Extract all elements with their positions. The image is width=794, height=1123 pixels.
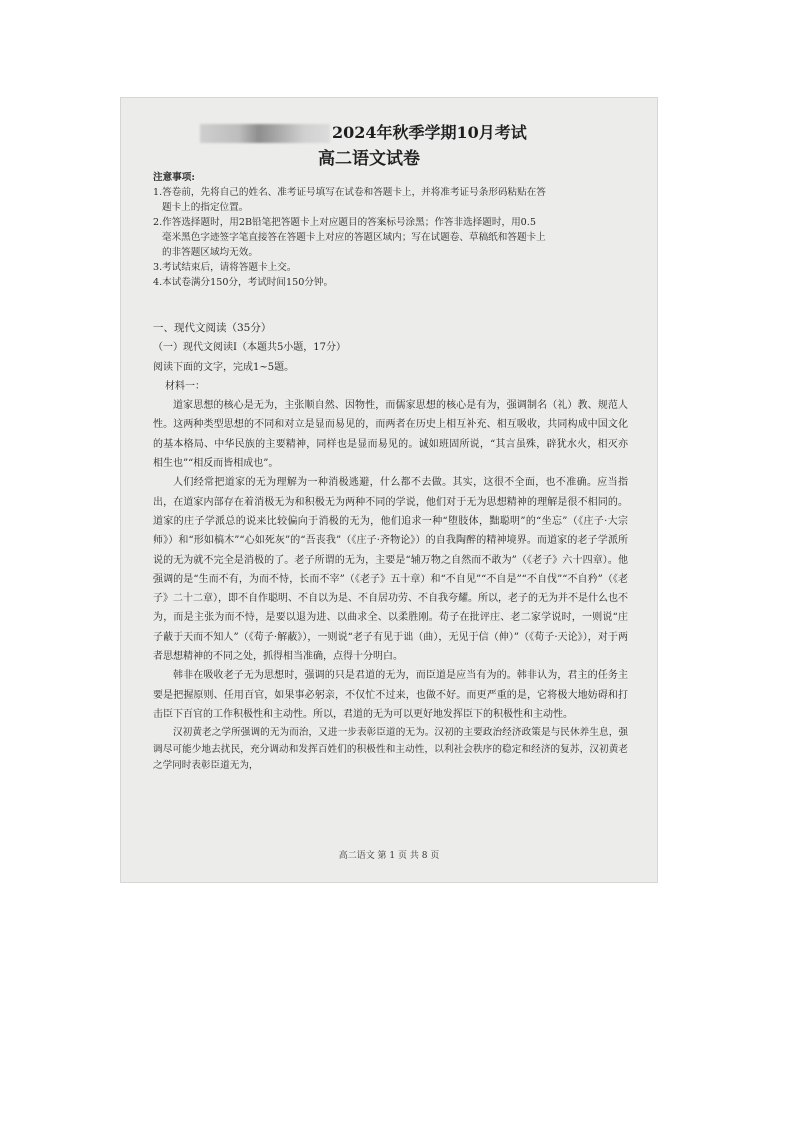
paragraph-2: 人们经常把道家的无为理解为一种消极逃避，什么都不去做。其实，这很不全面，也不准确。应当指出，在道家内部存在着消极无为和积极无为两种不同的学说，他们对于无为思想精神的理解是很不相同的。道家的庄子学派总的说来比较偏向于消极的无为，他们追求一种“堕肢体，黜聪明”的“坐忘”（《庄子·大宗师》）和“形如槁木”“心如死灰”的“吾丧我”（《庄子·齐物论》）的自我陶醉的精神境界。而道家的老子学派所说的无为就不完全是消极的了。老子所谓的无为，主要是“辅万物之自然而不敢为”（《老子》六十四章）。他强调的是“生而不有，为而不恃，长而不宰”（《老子》五十章）和“不自见”“不自是”“不自伐”“不自矜”（《老子》二十二章），即不自作聪明、不自以为是、不自居功劳、不自我夸耀。所以，老子的无为并不是什么也不为，而是主张为而不恃，是要以退为进、以曲求全、以柔胜刚。荀子在批评庄、老二家学说时，一则说“庄子蔽于天而不知人”（《荀子·解蔽》），一则说“老子有见于诎（曲），无见于信（伸）”（《荀子·天论》），对于两者思想精神的不同之处，抓得相当准确，点得十分明白。: [153, 477, 628, 663]
instruction-item-4: 4.本试卷满分150分，考试时间150分钟。: [153, 277, 334, 288]
instruction-item-2c: 的非答题区域均无效。: [162, 247, 258, 258]
redacted-school-name: [200, 124, 330, 143]
instruction-item-3: 3.考试结束后，请将答题卡上交。: [153, 262, 297, 273]
instruction-item-2a: 2.作答选择题时，用2B铅笔把答题卡上对应题目的答案标号涂黑；作答非选择题时，用0.5: [153, 217, 536, 228]
reading-instruction: 阅读下面的文字，完成1~5题。: [153, 361, 295, 373]
paragraph-3: 韩非在吸收老子无为思想时，强调的只是君道的无为，而臣道是应当有为的。韩非认为，君主的任务主要是把握原则、任用百官，如果事必躬亲，不仅忙不过来，也做不好。而更严重的是，它将极大地妨碍和打击臣下百官的工作积极性和主动性。所以，君道的无为可以更好地发挥臣下的积极性和主动性。: [153, 670, 628, 720]
instruction-item-1b: 题卡上的指定位置。: [162, 202, 249, 213]
page-footer: 高二语文 第 1 页 共 8 页: [338, 851, 440, 861]
reading-section: [153, 319, 628, 775]
section-heading: 一、现代文阅读（35分）: [153, 322, 272, 334]
subsection-heading: （一）现代文阅读Ⅰ（本题共5小题，17分）: [153, 342, 347, 354]
paragraph-1: 道家思想的核心是无为，主张顺自然、因物性，而儒家思想的核心是有为，强调制名（礼）教、规范人性。这两种类型思想的不同和对立是显而易见的，而两者在历史上相互补充、相互吸收，共同构成中国文化的基本格局、中华民族的主要精神，同样也是显而易见的。诚如班固所说，“其言虽殊，辟犹水火，相灭亦相生也”“相反而皆相成也”。: [153, 400, 628, 470]
instruction-item-1a: 1.答卷前，先将自己的姓名、准考证号填写在试卷和答题卡上，并将准考证号条形码粘贴在答: [153, 187, 546, 198]
instructions-heading: 注意事项:: [153, 172, 195, 183]
exam-title: 2024年秋季学期10月考试: [332, 123, 527, 142]
instruction-item-2b: 毫米黑色字迹签字笔直接答在答题卡上对应的答题区域内；写在试题卷、草稿纸和答题卡上: [162, 232, 546, 243]
paragraph-4: 汉初黄老之学所强调的无为而治，又进一步表彰臣道的无为。汉初的主要政治经济政策是与民休养生息，强调尽可能少地去扰民，充分调动和发挥百姓们的积极性和主动性，以利社会秩序的稳定和经济的复苏，汉初黄老之学同时表彰臣道无为，: [153, 727, 628, 772]
instructions-block: [153, 170, 627, 290]
material-label: 材料一：: [165, 380, 205, 392]
exam-page-photo: [120, 97, 658, 883]
exam-subtitle: 高二语文试卷: [318, 149, 420, 169]
